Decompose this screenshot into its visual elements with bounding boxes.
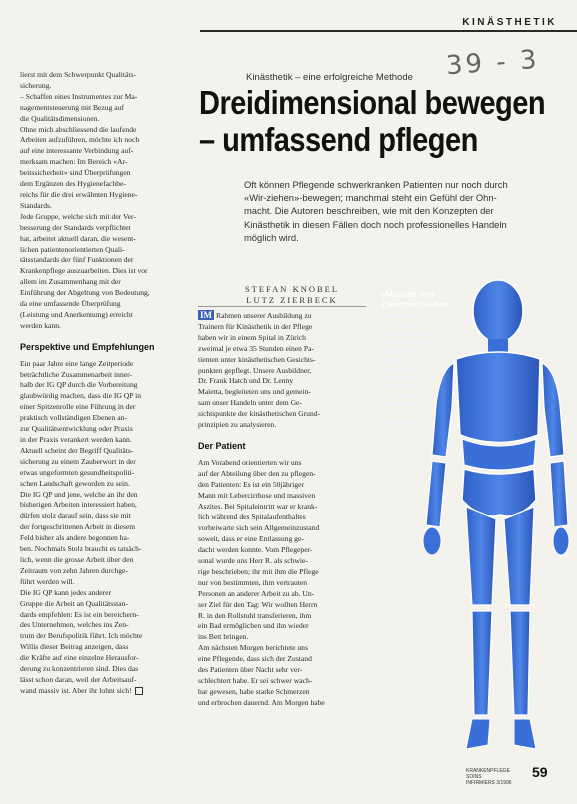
text-line: Gruppe die Arbeit an Qualitätsstan- xyxy=(20,598,128,608)
article-lead xyxy=(244,178,560,244)
authors-divider xyxy=(198,306,366,307)
sidebar-title xyxy=(381,289,450,309)
text-line: bisherigen Arbeiten interessiert haben, xyxy=(20,500,137,510)
text-line: Die IG QP kann jedes anderer xyxy=(20,587,112,597)
text-line: tätsstandards der fünf Funktionen der xyxy=(20,255,134,265)
lead-line: macht. Die Autoren beschreiben, wie mit den Konzepten der xyxy=(244,205,494,217)
figure-waist xyxy=(462,439,536,470)
text-line: etwas ungeformten gesundheitspoliti- xyxy=(20,467,135,477)
text-line: lich während des Spitalaufenthaltes xyxy=(198,512,306,522)
dropcap: IM xyxy=(200,310,212,320)
text-line: tienten unter kinästhetischen Gesichts- xyxy=(198,354,316,364)
lead-line: Oft können Pflegende schwerkranken Patienten nur noch durch xyxy=(244,179,508,190)
page-header xyxy=(0,0,577,34)
text-line: halb der IG QP durch die Vorbereitung xyxy=(20,380,138,390)
line-text: Rahmen unserer Ausbildung zu xyxy=(216,311,312,320)
figure-right-upper-arm xyxy=(542,363,564,457)
sidebar-title-line: Zwischenräume» xyxy=(381,299,449,309)
text-line: R. in den Rollstuhl transferieren, ihm xyxy=(198,610,312,620)
middle-column xyxy=(198,310,366,709)
article-authors xyxy=(232,284,352,306)
sidebar-text-line: Arme und Beine xyxy=(381,366,423,373)
sidebar-title-line: «Massen und xyxy=(381,289,435,299)
end-of-article-mark xyxy=(135,687,143,695)
figure-neck xyxy=(488,339,508,353)
text-line: Trainern für Kinästhetik in der Pflege xyxy=(198,321,313,331)
text-line: Jede Gruppe, welche sich mit der Ver- xyxy=(20,211,136,221)
text-line: da eine umfassende Überprüfung xyxy=(20,299,121,309)
text-line: des Patienten über Nacht sehr ver- xyxy=(198,665,303,675)
text-line: ein Bad ermöglichen und ihn wieder xyxy=(198,621,309,631)
text-line: Feld bisher als andere begonnen ha- xyxy=(20,533,130,543)
text-line: einer Spitzenrolle eine Führung in der xyxy=(20,402,136,412)
left-column-paragraph-1 xyxy=(20,70,188,332)
figure-right-foot xyxy=(514,719,536,749)
text-line: Standards. xyxy=(20,200,52,210)
text-line: merksam machen: Im Bereich «Ar- xyxy=(20,157,128,167)
sidebar-text-line: Die Massen Kopf, xyxy=(381,349,427,356)
sidebar-text-line: lichen diese xyxy=(381,410,412,417)
text-line: bar gewesen, habe starke Schmerzen xyxy=(198,686,310,696)
headline-line: – umfassend pflegen xyxy=(199,121,478,158)
text-line: lichen patientenorientierten Quali- xyxy=(20,244,125,254)
left-column xyxy=(20,70,188,697)
publication-line: INFIRMIERS 3/1996 xyxy=(466,780,512,786)
lead-line: «Wir-ziehen»-bewegen; manchmal steht ein Gefühl der Ohn- xyxy=(244,192,497,204)
page-number: 59 xyxy=(532,764,548,780)
text-line: rige beschrieben; ihr mit ihm die Pflege xyxy=(198,566,319,576)
text-line: die Qualitätsdimensionen. xyxy=(20,113,100,123)
text-line: eine Pflegende, dass sich der Zustand xyxy=(198,654,312,664)
sidebar-text-line: Brustkorb, Becken, xyxy=(381,357,430,364)
text-line: (Leistung und Anerkennung) erreicht xyxy=(20,309,133,319)
figure-left-forearm xyxy=(426,461,446,527)
author-name: LUTZ ZIERBECK xyxy=(246,295,338,305)
text-line: auf eine interessante Verbindung auf- xyxy=(20,146,134,156)
figure-left-thigh xyxy=(466,507,496,605)
figure-left-shin xyxy=(472,611,492,715)
text-line: sicherung zu einem Zauberwort in der xyxy=(20,456,136,466)
text-line: – Schaffen eines Instrumentes zur Ma- xyxy=(20,91,138,101)
text-line: und erbrochen dauernd. Am Morgen habe xyxy=(198,697,325,707)
text-line: zur Qualitätsentwicklung oder Praxis xyxy=(20,424,133,434)
text-line: Aktuell scheint der Begriff Qualitäts- xyxy=(20,445,134,455)
text-line: nur von bestimmten, ihm vertrauten xyxy=(198,577,308,587)
text-line: dards empfehlen: Es ist ein bereichern- xyxy=(20,609,139,619)
left-column-paragraph-2 xyxy=(20,359,188,697)
text-line: ben. Nochmals Stolz braucht es tatsäch- xyxy=(20,544,142,554)
article-headline xyxy=(199,84,546,158)
text-line: Arbeiten aufzuführen, möchte ich noch xyxy=(20,135,140,145)
text-line: allem im Zusammenhang mit der xyxy=(20,277,121,287)
text-line: Am nächsten Morgen berichtete uns xyxy=(198,643,308,653)
sidebar-text-line: können einzeln xyxy=(381,375,420,382)
text-line: glaubwürdig machen, dass die IG QP in xyxy=(20,391,141,401)
text-line: Mann mit Lebercirrhose und massiven xyxy=(198,490,316,500)
text-line: beitssicherheit» sind Überprüfungen xyxy=(20,168,131,178)
text-line: des Unternehmen, welches ins Zen- xyxy=(20,620,129,630)
lead-line: Kinästhetik in diesen Fällen doch noch professionelles Handeln xyxy=(244,218,507,230)
text-line: trum der Berufspolitik führt. Ich möchte xyxy=(20,631,143,641)
article-kicker: Kinästhetik – eine erfolgreiche Methode xyxy=(246,72,413,83)
text-line: sichtspunkte der kinästhetischen Grund- xyxy=(198,409,321,419)
sidebar-text-line: Körper dargestellt mit xyxy=(381,322,437,329)
figure-head xyxy=(473,280,523,342)
text-line: nagementsteuerung mit Bezug auf xyxy=(20,102,124,112)
sidebar-text-line: Der menschliche xyxy=(381,314,425,320)
figure-pelvis xyxy=(462,469,536,516)
text-line: zweimal je etwa 35 Stunden einen Pa- xyxy=(198,343,314,353)
headline-line: Dreidimensional bewegen xyxy=(199,84,546,121)
text-line: Ohne mich abschliessend die laufende xyxy=(20,124,137,134)
text-line: der fortgeschrittenen Arbeit in diesem xyxy=(20,522,136,532)
figure-left-foot xyxy=(466,719,490,749)
text-line: reichs für die drei erwähnten Hygiene- xyxy=(20,189,138,199)
text-line: wand massiv ist. Aber ihr lohnt sich! xyxy=(20,686,188,697)
text-line: Personen an anderer Arbeit zu ab. Un- xyxy=(198,588,315,598)
figure-left-hand xyxy=(423,527,441,555)
sidebar-text-line: und Zwischenräume». xyxy=(381,340,439,347)
left-column-subhead: Perspektive und Empfehlungen xyxy=(20,341,155,352)
sidebar-text-line: Bewegungen. xyxy=(381,419,417,426)
text-line: Aszites. Bei Spitaleintritt war er krank- xyxy=(198,501,318,511)
section-label: KINÄSTHETIK xyxy=(462,17,557,28)
text-line: sam unser Handeln unter dem Ge- xyxy=(198,398,302,408)
text-line: punkten gepflegt. Unsere Ausbildner, xyxy=(198,365,312,375)
figure-thorax xyxy=(456,352,540,443)
text-line: besserung der Standards verpflichtet xyxy=(20,222,131,232)
text-line: beträchtliche Zusammenarbeit inner- xyxy=(20,369,133,379)
sidebar-text-line: räume ermög- xyxy=(381,401,418,408)
sidebar-text xyxy=(381,313,450,427)
sidebar-text-line: die Zwischen- xyxy=(381,393,417,400)
text-line: hat, arbeitet aktuell daran, die wesent- xyxy=(20,233,136,243)
text-line: ins Bett bringen. xyxy=(198,632,249,642)
text-line: Dr. Frank Hatch und Dr. Lenny xyxy=(198,376,294,386)
text-line: werden kann. xyxy=(20,320,61,330)
text-line: schen Landschaft geworden zu sein. xyxy=(20,478,130,488)
sidebar-text-line: dem Konzept «Massen xyxy=(381,331,441,338)
text-line: derung zu konzentrieren sind. Dies das xyxy=(20,664,139,674)
text-line: lierst mit dem Schwerpunkt Qualitäts- xyxy=(20,70,136,79)
figure-right-forearm xyxy=(550,461,568,527)
text-line: sonal wurde uns Herr R. als schwie- xyxy=(198,556,308,566)
text-line: sicherung. xyxy=(20,80,52,90)
text-line: dacht werden konnte. Vom Pflegeper- xyxy=(198,545,313,555)
text-line: Krankenpflege auszuarbeiten. Dies ist vor xyxy=(20,266,148,276)
text-line: schlechtert habe. Er sei schwer wach- xyxy=(198,676,313,685)
sidebar-caption xyxy=(378,284,450,454)
text-line: vorbeiwarte sich sein Allgemeinzustand xyxy=(198,523,320,533)
text-line: ser Ziel für den Tag: Wir wollten Herrn xyxy=(198,599,318,609)
text-line: Zeitraum von zehn Jahren durchge- xyxy=(20,565,128,575)
text-line: die Kräfte auf eine einzelne Herausfor- xyxy=(20,653,139,663)
text-line: Willis dieser Beitrag anzeigen, dass xyxy=(20,642,129,652)
text-line: Die IG QP und jene, welche an ihr den xyxy=(20,489,138,499)
text-line: auf der Abteilung über den zu pflegen- xyxy=(198,468,316,478)
text-line: den Patienten: Es ist ein 50jähriger xyxy=(198,479,305,489)
figure-right-shin xyxy=(510,611,530,715)
middle-column-subhead: Der Patient xyxy=(198,440,246,451)
text-line: prinzipien zu analysieren. xyxy=(198,420,277,430)
handwritten-note: 39 - 3 xyxy=(445,44,541,82)
text-line: praktisch vollständigen Ebenen an- xyxy=(20,413,127,423)
sidebar-text-line: bewegt werden; xyxy=(381,384,422,391)
text-line: in der Praxis verankert werden kann. xyxy=(20,435,132,444)
text-line: haben wir in einem Spital in Zürich xyxy=(198,332,306,342)
text-line: Maietta, begleiteten uns und gemein- xyxy=(198,387,311,397)
text-line: Am Vorabend orientierten wir uns xyxy=(198,457,302,467)
publication-line: KRANKENPFLEGE SOINS xyxy=(466,768,510,780)
middle-column-paragraph-2 xyxy=(198,458,366,709)
text-line: dem Ergänzen des Hygienefachbe- xyxy=(20,179,126,189)
text-line: Ein paar Jahre eine lange Zeitperiode xyxy=(20,358,134,368)
publication-name xyxy=(466,768,526,786)
figure-right-hand xyxy=(553,527,569,555)
middle-column-paragraph-1 xyxy=(198,310,366,431)
text-line xyxy=(198,310,366,322)
text-line: soweit, dass er eine Entlassung ge- xyxy=(198,534,304,544)
text-line: Einführung der Abgeltung von Bedeutung, xyxy=(20,288,150,298)
header-rule xyxy=(200,30,577,32)
text-line: lich, wenn die grosse Arbeit über den xyxy=(20,554,134,564)
figure-right-thigh xyxy=(504,507,534,605)
text-line: führt werden will. xyxy=(20,576,75,586)
lead-line: möglich wird. xyxy=(244,231,299,243)
text-line: lässt schon daran, weil der Arbeitsauf- xyxy=(20,674,137,684)
text-line: dürfen stolz darauf sein, dass sie mit xyxy=(20,511,131,521)
author-name: STEFAN KNOBEL xyxy=(244,284,340,294)
